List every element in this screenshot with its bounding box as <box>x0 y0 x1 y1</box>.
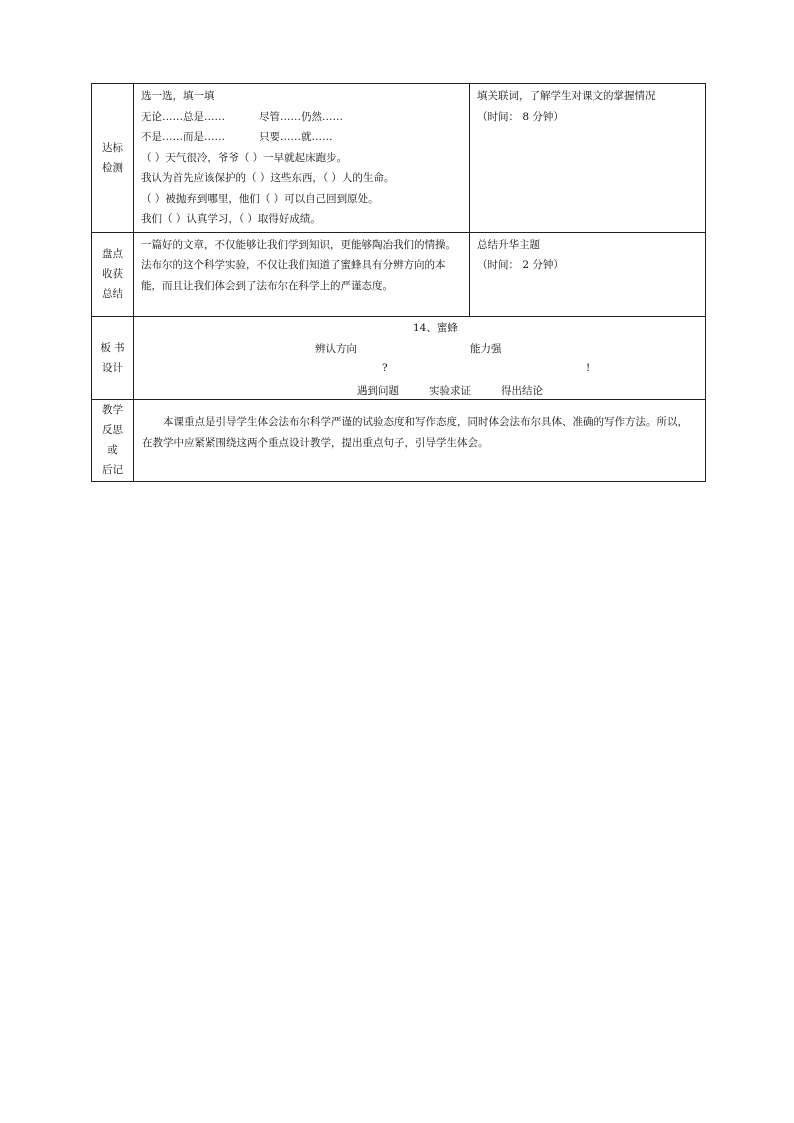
test-time: （时间： 8 分钟） <box>477 110 564 123</box>
board-title: 14、蜜蜂 <box>413 321 458 334</box>
summary-notes <box>470 232 706 316</box>
board-step-2: 实验求证 <box>429 384 471 397</box>
options-line-2: 不是……而是…… 只要……就…… <box>141 131 333 143</box>
board-exclaim-mark: ! <box>586 361 591 374</box>
summary-content <box>134 232 470 316</box>
board-right-phrase: 能力强 <box>470 342 502 355</box>
reflection-row <box>92 399 706 481</box>
options-line-1: 无论……总是…… 尽管……仍然…… <box>141 110 343 123</box>
summary-text: 一篇好的文章，不仅能够让我们学到知识，更能够陶冶我们的情操。法布尔的这个科学实验，不仅让我们知道了蜜蜂具有分辨方向的本能，而且让我们体会到了法布尔在科学上的严谨态度。 <box>141 238 456 292</box>
summary-label: 盘点 收获 总结 <box>92 232 134 316</box>
question-3: （ ）被抛弃到哪里，他们（ ）可以自己回到原处。 <box>141 192 379 205</box>
test-content <box>134 84 470 233</box>
lesson-plan-table <box>91 83 706 482</box>
question-4: 我们（ ）认真学习，（ ）取得好成绩。 <box>141 213 321 225</box>
test-label: 达标 检测 <box>92 84 134 233</box>
board-step-1: 遇到问题 <box>357 384 399 397</box>
reflection-label: 教学 反思 或 后记 <box>92 399 134 481</box>
board-question-mark: ? <box>382 361 388 374</box>
reflection-text: 本课重点是引导学生体会法布尔科学严谨的试验态度和写作态度，同时体会法布尔具体、准确的写作方法。所以，在教学中应紧紧围绕这两个重点设计教学，提出重点句子，引导学生体会。 <box>142 415 688 449</box>
board-step-3: 得出结论 <box>501 384 543 397</box>
board-left-phrase: 辨认方向 <box>315 342 357 355</box>
summary-time: （时间： 2 分钟） <box>477 259 564 271</box>
board-label: 板 书 设计 <box>92 316 134 399</box>
summary-notes-title: 总结升华主题 <box>477 238 540 251</box>
test-row <box>92 84 706 233</box>
question-1: （ ）天气很冷，爷爷（ ）一早就起床跑步。 <box>141 151 348 164</box>
test-title: 选一选，填一填 <box>141 90 215 102</box>
test-notes <box>470 84 706 233</box>
test-notes-title: 填关联词，了解学生对课文的掌握情况 <box>477 90 656 102</box>
question-2: 我认为首先应该保护的（ ）这些东西，（ ）人的生命。 <box>141 172 395 184</box>
reflection-content <box>134 399 706 481</box>
board-content <box>134 316 706 399</box>
board-row <box>92 316 706 399</box>
summary-row <box>92 232 706 316</box>
